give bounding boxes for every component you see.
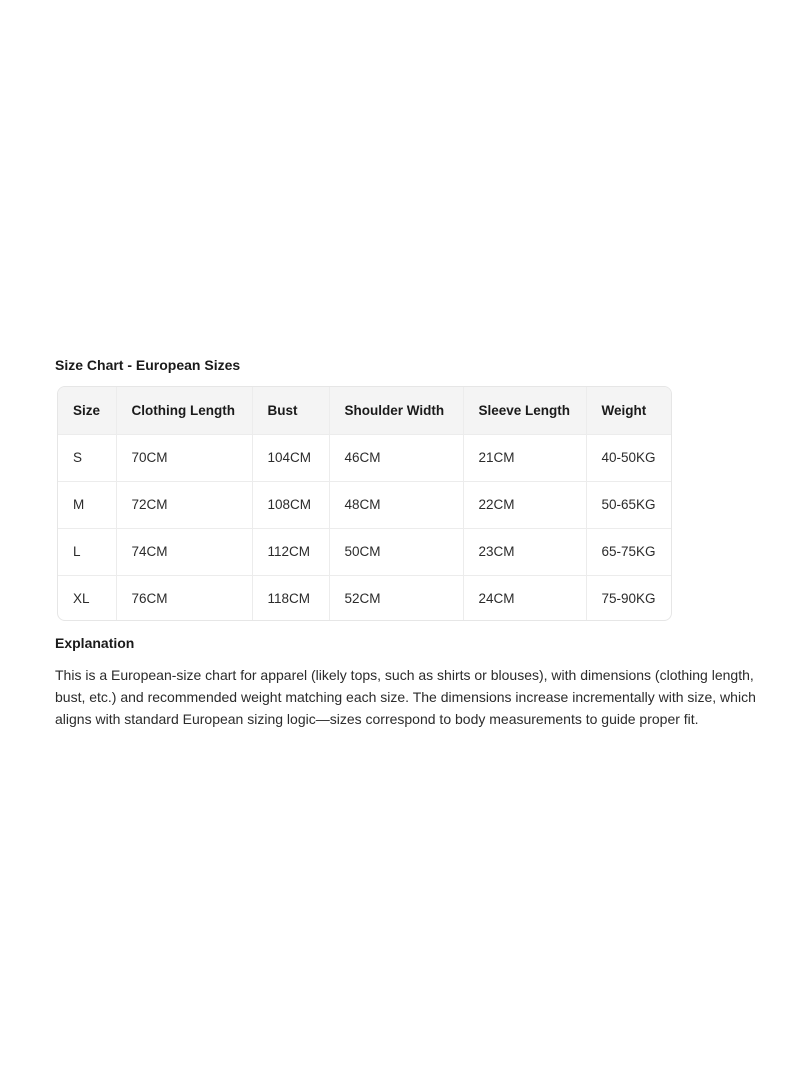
explanation-title: Explanation — [55, 635, 135, 651]
cell-bust: 108CM — [252, 481, 329, 528]
header-bust: Bust — [252, 387, 329, 434]
cell-shoulder-width: 46CM — [329, 434, 463, 481]
cell-size: L — [58, 528, 116, 575]
cell-clothing-length: 74CM — [116, 528, 252, 575]
cell-bust: 118CM — [252, 575, 329, 621]
cell-shoulder-width: 50CM — [329, 528, 463, 575]
size-chart-table — [58, 387, 672, 621]
cell-size: XL — [58, 575, 116, 621]
table-row — [58, 575, 672, 621]
cell-size: M — [58, 481, 116, 528]
table-row — [58, 528, 672, 575]
header-weight: Weight — [586, 387, 672, 434]
cell-clothing-length: 72CM — [116, 481, 252, 528]
cell-sleeve-length: 24CM — [463, 575, 586, 621]
cell-sleeve-length: 21CM — [463, 434, 586, 481]
header-size: Size — [58, 387, 116, 434]
cell-sleeve-length: 23CM — [463, 528, 586, 575]
cell-bust: 112CM — [252, 528, 329, 575]
cell-shoulder-width: 48CM — [329, 481, 463, 528]
cell-weight: 65-75KG — [586, 528, 672, 575]
cell-shoulder-width: 52CM — [329, 575, 463, 621]
table-row — [58, 481, 672, 528]
cell-clothing-length: 70CM — [116, 434, 252, 481]
cell-bust: 104CM — [252, 434, 329, 481]
explanation-body: This is a European-size chart for apparel (likely tops, such as shirts or blouses), with dimensions (clothing length, bust, etc.) and recommended weight matching each size. The dimensions increase incrementally with size, which aligns with standard European sizing logic—sizes correspond to body measurements to guide proper fit. — [55, 667, 756, 727]
cell-weight: 40-50KG — [586, 434, 672, 481]
cell-weight: 75-90KG — [601, 591, 656, 607]
cell-clothing-length: 76CM — [116, 575, 252, 621]
cell-size: S — [58, 434, 116, 481]
table-header-row — [58, 387, 672, 434]
table-row — [58, 434, 672, 481]
header-clothing-length: Clothing Length — [116, 387, 252, 434]
size-chart-title: Size Chart - European Sizes — [55, 357, 241, 373]
header-sleeve-length: Sleeve Length — [463, 387, 586, 434]
cell-weight: 50-65KG — [586, 481, 672, 528]
size-chart-table-container — [57, 386, 672, 621]
header-shoulder-width: Shoulder Width — [329, 387, 463, 434]
cell-sleeve-length: 22CM — [463, 481, 586, 528]
